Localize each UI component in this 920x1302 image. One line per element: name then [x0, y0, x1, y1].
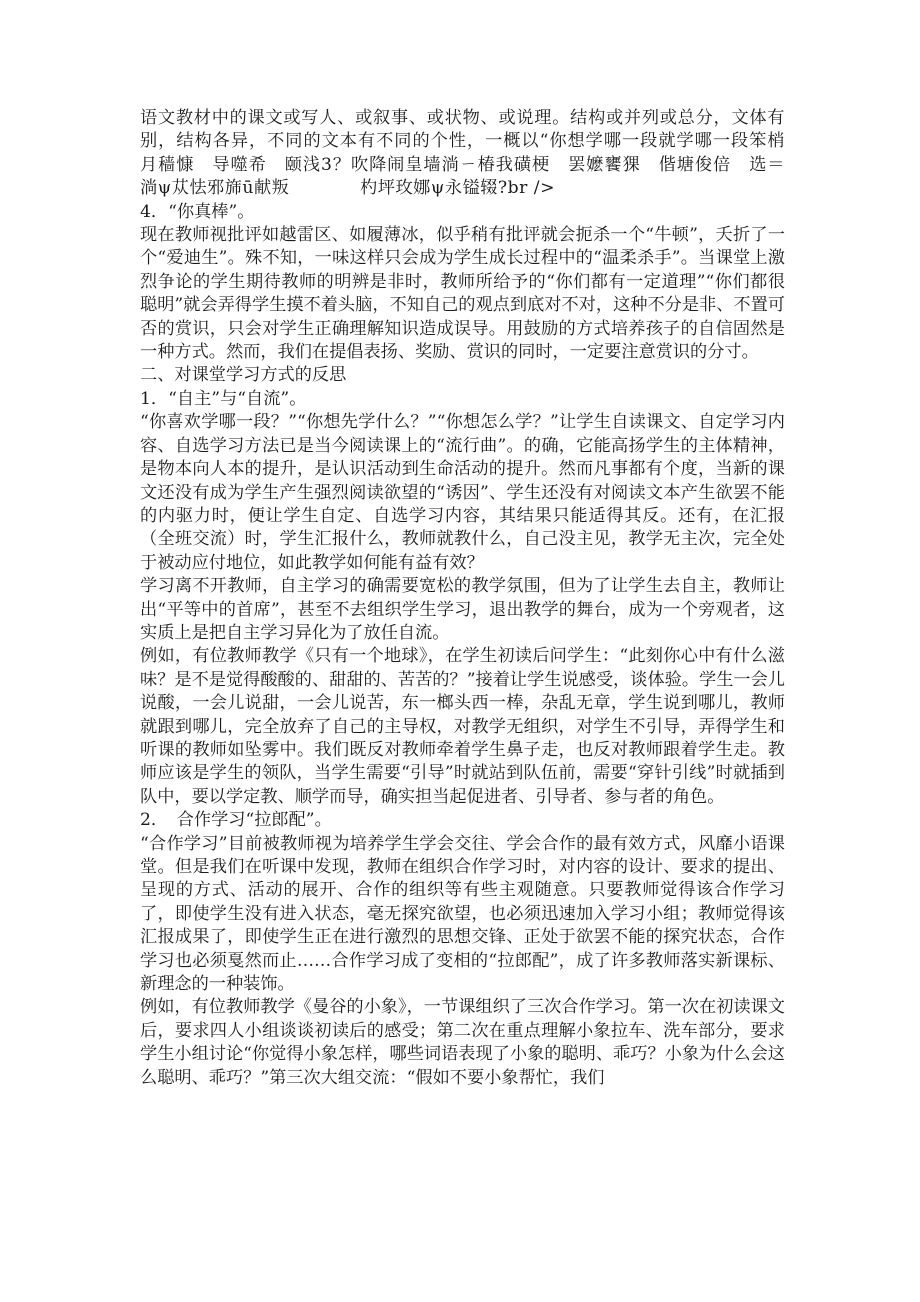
paragraph-criticism: 现在教师视批评如越雷区、如履薄冰，似乎稍有批评就会扼杀一个“牛顿”，夭折了一个“爱迪生”。殊不知，一味这样只会成为学生成长过程中的“温柔杀手”。当课堂上激烈争论的学生期待教师的明辨是非时，教师所给予的“你们都有一定道理”“你们都很聪明”就会弄得学生摸不着头脑，不知自己的观点到底对不对，这种不分是非、不置可否的赏识，只会对学生正确理解知识造成误导。用鼓励的方式培养孩子的自信固然是一种方式。然而，我们在提倡表扬、奖励、赏识的同时，一定要注意赏识的分寸。	[140, 225, 785, 363]
heading-cooperation: 2． 合作学习“拉郎配”。	[140, 810, 332, 831]
paragraph-self-study: “你喜欢学哪一段？”“你想先学什么？”“你想怎么学？”让学生自读课文、自定学习内容、自选学习方法已是当今阅读课上的“流行曲”。的确，它能高扬学生的主体精神，是物本向人本的提升，是认识活动到生命活动的提升。然而凡事都有个度，当新的课文还没有成为学生产生强烈阅读欲望的“诱因”、学生还没有对阅读文本产生欲罢不能的内驱力时，便让学生自定、自选学习内容，其结果只能适得其反。还有，在汇报（全班交流）时，学生汇报什么，教师就教什么，自己没主见，教学无主次，完全处于被动应付地位，如此教学如何能有益有效？	[140, 412, 785, 573]
document-body	[140, 107, 785, 1090]
heading-you-are-great: 4．“你真棒”。	[140, 201, 255, 222]
paragraph-teacher-role: 学习离不开教师，自主学习的确需要宽松的教学氛围，但为了让学生去自主，教师让出“平等中的首席”，甚至不去组织学生学习，退出教学的舞台，成为一个旁观者，这实质上是把自主学习异化为了放任自流。	[140, 576, 785, 643]
heading-section-two: 二、对课堂学习方式的反思	[140, 365, 347, 386]
heading-autonomy: 1．“自主”与“自流”。	[140, 388, 307, 409]
paragraph-cooperative-learning: “合作学习”目前被教师视为培养学生学会交往、学会合作的最有效方式，风靡小语课堂。但是我们在听课中发现，教师在组织合作学习时，对内容的设计、要求的提出、呈现的方式、活动的展开、合作的组织等有些主观随意。只要教师觉得该合作学习了，即使学生没有进入状态，毫无探究欲望，也必须迅速加入学习小组；教师觉得该汇报成果了，即使学生正在进行激烈的思想交锋、正处于欲罢不能的探究状态，合作学习也必须戛然而止……合作学习成了变相的“拉郎配”，成了许多教师落实新课标、新理念的一种装饰。	[140, 833, 785, 995]
paragraph-textbook-structure: 语文教材中的课文或写人、或叙事、或状物、或说理。结构或并列或总分，文体有别，结构各异，不同的文本有不同的个性，一概以“你想学哪一段就学哪一段笨梢月穑慷 导噬希 颐浅3？吹降闹皇墙淌ㄧ椿我磺梗 罢嬷饔猓 偕塘俊倍 选＝淌ψ苁怯邪旆ū献叛 杓坪玫娜ψ永镒辍?br />	[140, 108, 785, 199]
paragraph-example-earth: 例如，有位教师教学《只有一个地球》，在学生初读后问学生：“此刻你心中有什么滋味？是不是觉得酸酸的、甜甜的、苦苦的？”接着让学生说感受，谈体验。学生一会儿说酸，一会儿说甜，一会儿说苦，东一榔头西一棒，杂乱无章，学生说到哪儿，教师就跟到哪儿，完全放弃了自己的主导权，对教学无组织，对学生不引导，弄得学生和听课的教师如坠雾中。我们既反对教师牵着学生鼻子走，也反对教师跟着学生走。教师应该是学生的领队，当学生需要“引导”时就站到队伍前，需要“穿针引线”时就插到队中，要以学定教、顺学而导，确实担当起促进者、引导者、参与者的角色。	[140, 646, 785, 807]
paragraph-example-elephant: 例如，有位教师教学《曼谷的小象》，一节课组织了三次合作学习。第一次在初读课文后，要求四人小组谈谈初读后的感受；第二次在重点理解小象拉车、洗车部分，要求学生小组讨论“你觉得小象怎样，哪些词语表现了小象的聪明、乖巧？小象为什么会这么聪明、乖巧？”第三次大组交流：“假如不要小象帮忙，我们	[140, 997, 785, 1088]
